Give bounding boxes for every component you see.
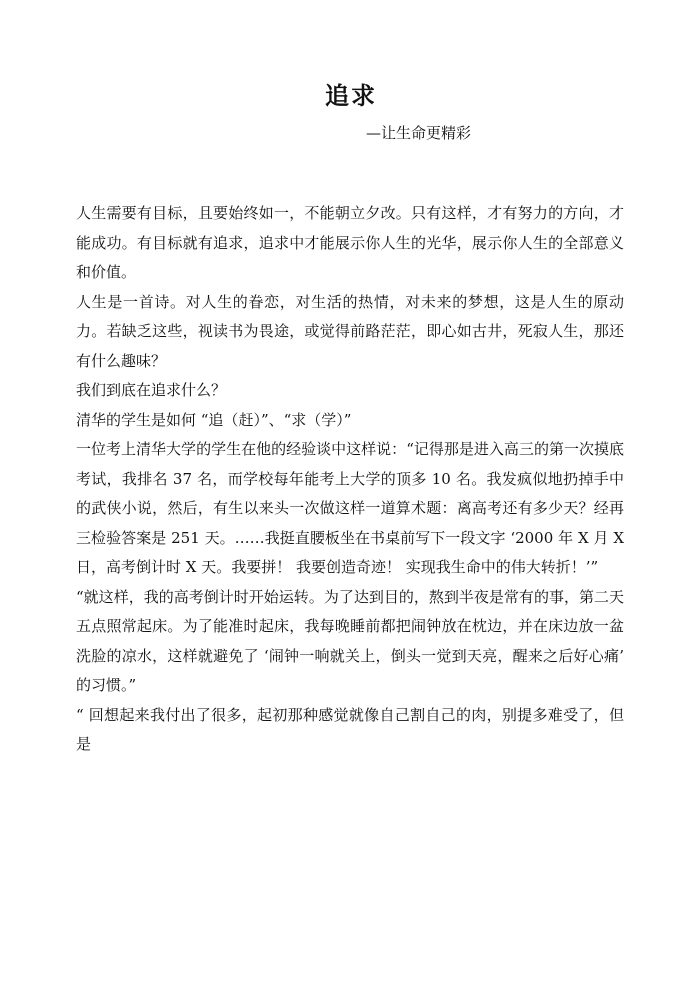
paragraph-countdown: “就这样，我的高考倒计时开始运转。为了达到目的，熬到半夜是常有的事，第二天五点照常起床。为了能准时起床，我每晚睡前都把闹钟放在枕边，并在床边放一盆洗脸的凉水，这样就避免了 ‘闹钟一响就关上，倒头一觉到天亮，醒来之后好心痛’ 的习惯。”: [76, 587, 624, 694]
paragraph-question: 我们到底在追求什么？: [76, 381, 227, 399]
document-title: 追求: [325, 81, 377, 110]
paragraph-reflection: “ 回想起来我付出了很多，起初那种感觉就像自己割自己的肉，别提多难受了，但是: [76, 705, 624, 753]
paragraph-poem: 人生是一首诗。对人生的眷恋，对生活的热情，对未来的梦想，这是人生的原动力。若缺乏这些，视读书为畏途，或觉得前路茫茫，即心如古井，死寂人生，那还有什么趣味？: [76, 292, 624, 370]
paragraph-tsinghua-heading: 清华的学生是如何 “追（赶）”、“求（学）”: [76, 410, 352, 429]
document-body: [76, 199, 624, 760]
paragraph-goal: 人生需要有目标，且要始终如一，不能朝立夕改。只有这样，才有努力的方向，才能成功。有目标就有追求，追求中才能展示你人生的光华，展示你人生的全部意义和价值。: [76, 204, 624, 281]
paragraph-student-story: 一位考上清华大学的学生在他的经验谈中这样说：“记得那是进入高三的第一次摸底考试，我排名 37 名，而学校每年能考上大学的顶多 10 名。我发疯似地扔掉手中的武侠小说，然后，有生以来头一次做这样一道算术题：离高考还有多少天？经再三检验答案是 251 天。……我挺直腰板坐在书桌前写下一段文字 ‘2000 年 X 月 X 日，高考倒计时 X 天。我要拼！ 我要创造奇迹！ 实现我生命中的伟大转折！’”: [76, 440, 624, 576]
document-subtitle: —让生命更精彩: [366, 124, 472, 142]
